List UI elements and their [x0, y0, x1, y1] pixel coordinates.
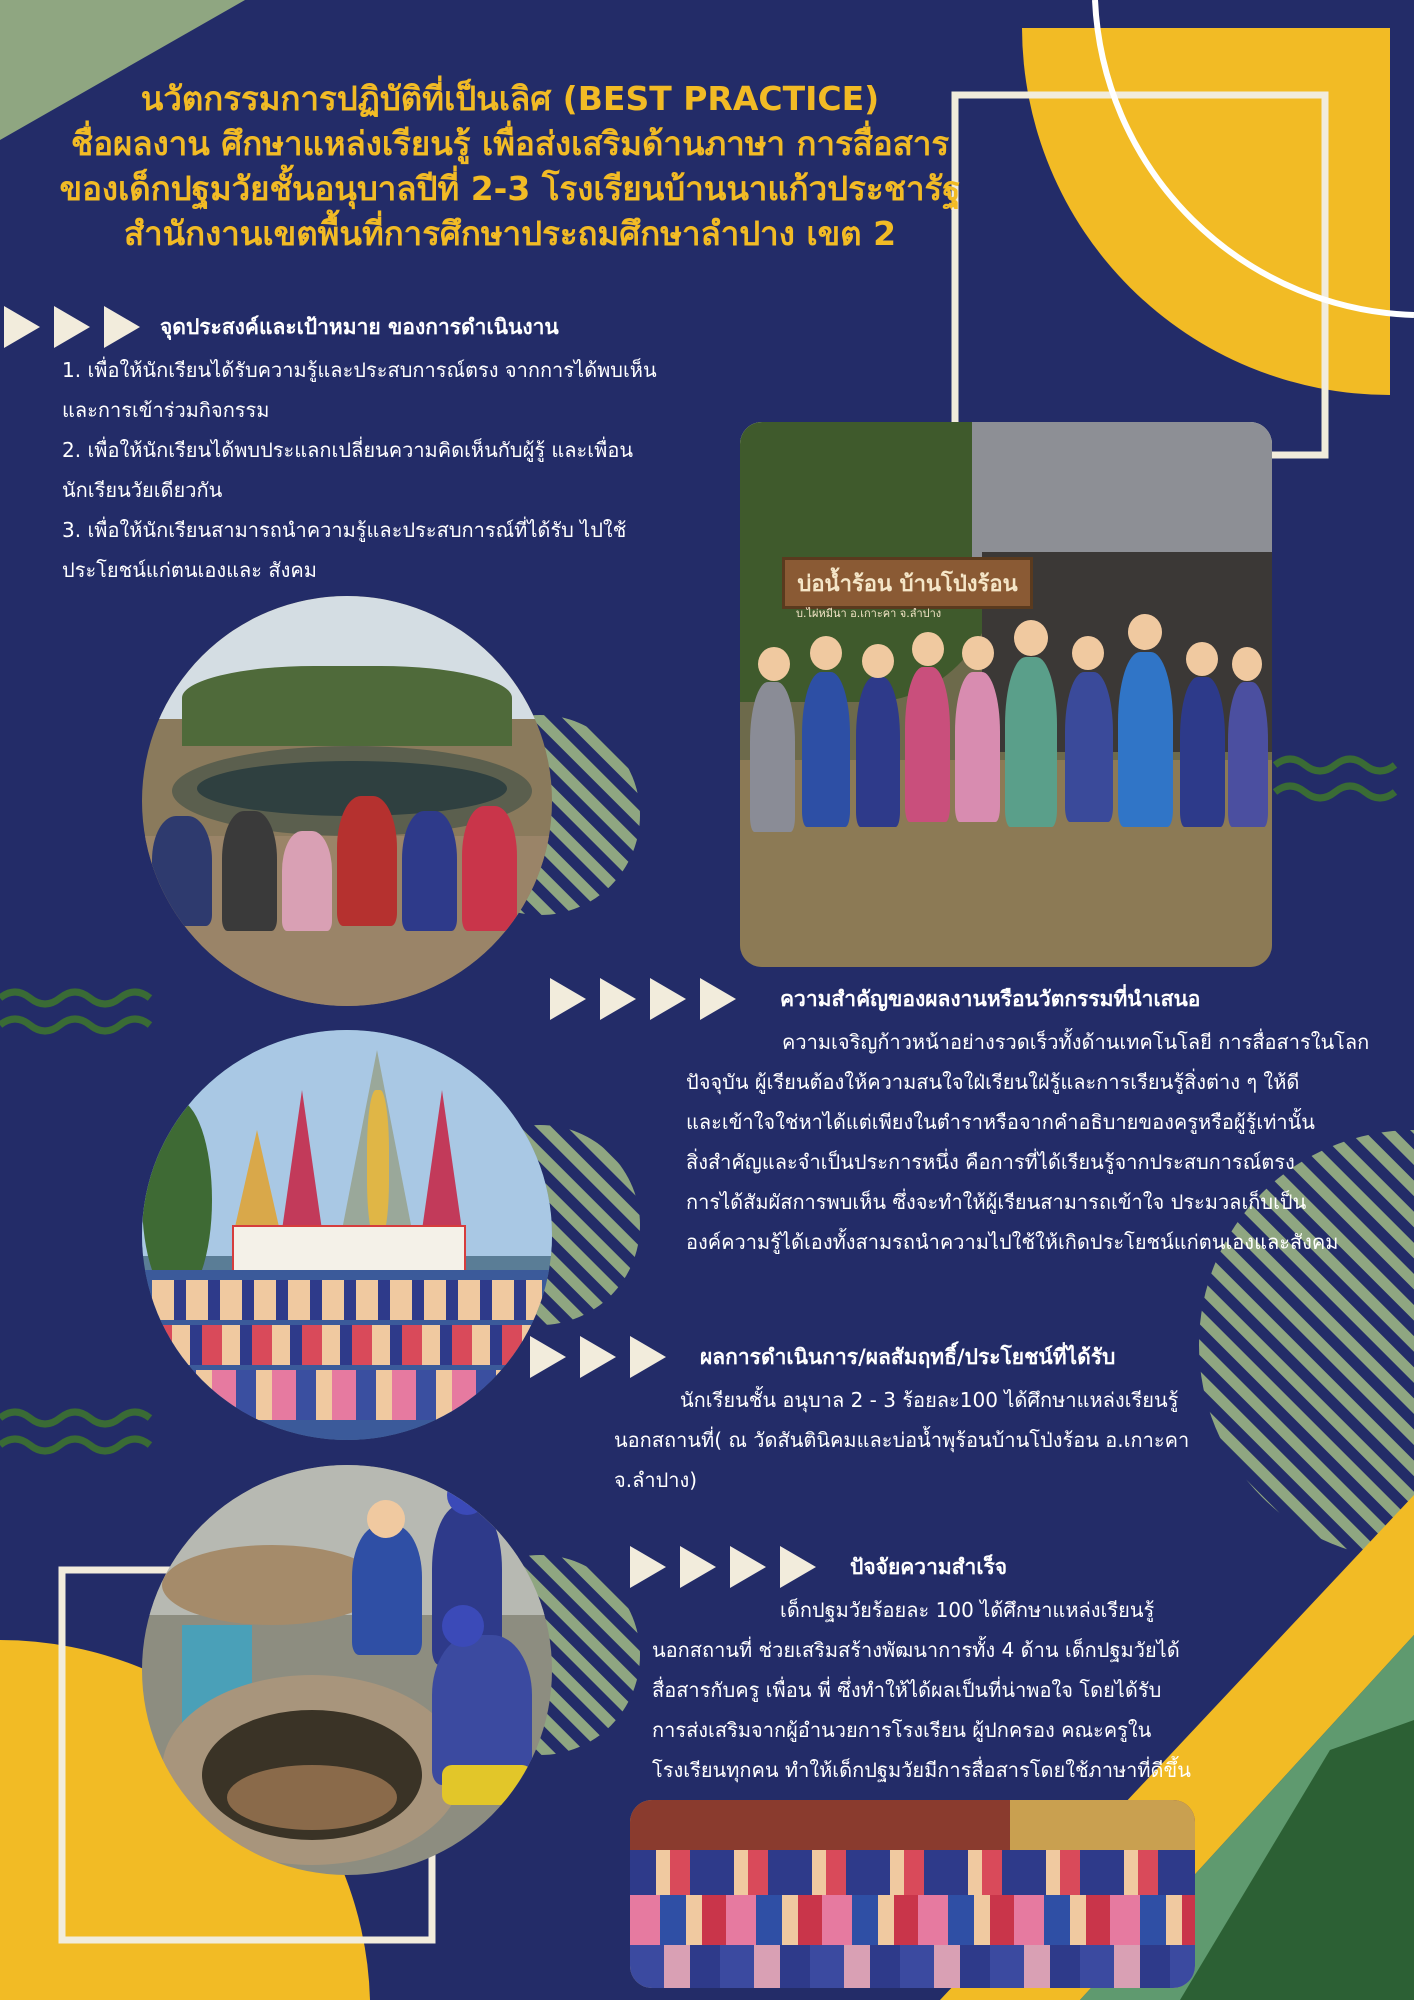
- triangle-bullet-icon: [550, 978, 586, 1020]
- objectives-line: 2. เพื่อให้นักเรียนได้พบประแลกเปลี่ยนความคิดเห็นกับผู้รู้ และเพื่อน: [62, 438, 634, 462]
- importance-line: ปัจจุบัน ผู้เรียนต้องให้ความสนใจใฝ่เรียนใฝ่รู้และการเรียนรู้สิ่งต่าง ๆ ให้ดี: [686, 1070, 1300, 1094]
- results-heading: [530, 1336, 1115, 1378]
- title-line-2: ชื่อผลงาน ศึกษาแหล่งเรียนรู้ เพื่อส่งเสริมด้านภาษา การสื่อสาร: [70, 124, 950, 163]
- objectives-line: 3. เพื่อให้นักเรียนสามารถนำความรู้และประสบการณ์ที่ได้รับ ไปใช้: [62, 518, 627, 542]
- success-line: นอกสถานที่ ช่วยเสริมสร้างพัฒนาการทั้ง 4 ด้าน เด็กปฐมวัยได้: [652, 1638, 1180, 1662]
- importance-line: ความเจริญก้าวหน้าอย่างรวดเร็วทั้งด้านเทคโนโลยี การสื่อสารในโลก: [782, 1030, 1370, 1054]
- importance-line: องค์ความรู้ได้เองทั้งสามรถนำความไปใช้ให้เกิดประโยชน์แก่ตนเองและสังคม: [686, 1230, 1339, 1254]
- objectives-heading-text: จุดประสงค์และเป้าหมาย ของการดำเนินงาน: [160, 314, 559, 339]
- triangle-bullet-icon: [630, 1336, 666, 1378]
- hot-spring-sign-text: บ่อน้ำร้อน บ้านโป่งร้อน: [797, 571, 1018, 597]
- success-line: โรงเรียนทุกคน ทำให้เด็กปฐมวัยมีการสื่อสารโดยใช้ภาษาที่ดีขึ้น: [652, 1758, 1191, 1782]
- objectives-line: 1. เพื่อให้นักเรียนได้รับความรู้และประสบการณ์ตรง จากการได้พบเห็น: [62, 358, 657, 382]
- importance-line: และเข้าใจใช่หาได้แต่เพียงในตำราหรือจากคำอธิบายของครูหรือผู้รู้เท่านั้น: [686, 1110, 1315, 1134]
- success-heading-text: ปัจจัยความสำเร็จ: [850, 1554, 1008, 1579]
- importance-heading-text: ความสำคัญของผลงานหรือนวัตกรรมที่นำเสนอ: [780, 986, 1201, 1011]
- success-line: สื่อสารกับครู เพื่อน พี่ ซึ่งทำให้ได้ผลเป็นที่น่าพอใจ โดยได้รับ: [652, 1678, 1162, 1702]
- photo-hot-spring-group: [740, 422, 1272, 967]
- success-heading: [630, 1546, 1007, 1588]
- objectives-body: [62, 350, 702, 590]
- title-line-4: สำนักงานเขตพื้นที่การศึกษาประถมศึกษาลำปาง เขต 2: [123, 214, 897, 253]
- triangle-bullet-icon: [680, 1546, 716, 1588]
- wave-lines-left-1: [0, 992, 150, 1031]
- objectives-heading: [4, 306, 559, 348]
- triangle-bullet-icon: [600, 978, 636, 1020]
- poster-title: [40, 76, 980, 256]
- importance-line: การได้สัมผัสการพบเห็น ซึ่งจะทำให้ผู้เรียนสามารถเข้าใจ ประมวลเก็บเป็น: [686, 1190, 1307, 1214]
- triangle-bullet-icon: [630, 1546, 666, 1588]
- importance-line: สิ่งสำคัญและจำเป็นประการหนึ่ง คือการที่ได้เรียนรู้จากประสบการณ์ตรง: [686, 1150, 1295, 1174]
- photo-temple-seated-group: [630, 1800, 1195, 1988]
- triangle-bullet-icon: [580, 1336, 616, 1378]
- triangle-bullet-icon: [730, 1546, 766, 1588]
- wave-lines-right: [1275, 759, 1395, 798]
- triangle-bullet-icon: [54, 306, 90, 348]
- photo-well-visit: [142, 1465, 552, 1875]
- results-line: นอกสถานที่( ณ วัดสันตินิคมและบ่อน้ำพุร้อนบ้านโป่งร้อน อ.เกาะคา: [614, 1428, 1190, 1452]
- importance-body: [686, 1022, 1406, 1262]
- importance-heading: [550, 978, 1200, 1020]
- triangle-bullet-icon: [650, 978, 686, 1020]
- triangle-bullet-icon: [700, 978, 736, 1020]
- results-line: จ.ลำปาง): [614, 1468, 698, 1492]
- results-heading-text: ผลการดำเนินการ/ผลสัมฤทธิ์/ประโยชน์ที่ได้รับ: [700, 1344, 1116, 1369]
- hot-spring-sign: [782, 557, 1033, 609]
- objectives-line: และการเข้าร่วมกิจกรรม: [62, 398, 270, 422]
- success-body: [652, 1590, 1292, 1790]
- objectives-line: ประโยชน์แก่ตนเองและ สังคม: [62, 558, 317, 582]
- hot-spring-sign-subtext: บ.ไผ่หมีนา อ.เกาะคา จ.ลำปาง: [796, 607, 942, 620]
- results-body: [614, 1380, 1254, 1500]
- triangle-bullet-icon: [530, 1336, 566, 1378]
- yellow-arc-top-right: [1022, 28, 1390, 395]
- success-line: การส่งเสริมจากผู้อำนวยการโรงเรียน ผู้ปกครอง คณะครูใน: [652, 1718, 1152, 1742]
- photo-temple-group: [142, 1030, 552, 1440]
- objectives-line: นักเรียนวัยเดียวกัน: [62, 478, 223, 502]
- triangle-bullet-icon: [4, 306, 40, 348]
- success-line: เด็กปฐมวัยร้อยละ 100 ได้ศึกษาแหล่งเรียนรู้: [780, 1598, 1155, 1622]
- photo-pond-visit: [142, 596, 552, 1006]
- results-line: นักเรียนชั้น อนุบาล 2 - 3 ร้อยละ100 ได้ศึกษาแหล่งเรียนรู้: [680, 1388, 1179, 1412]
- wave-lines-left-2: [0, 1412, 150, 1451]
- triangle-bullet-icon: [780, 1546, 816, 1588]
- title-line-1: นวัตกรรมการปฏิบัติที่เป็นเลิศ (BEST PRACTICE): [140, 79, 880, 118]
- triangle-bullet-icon: [104, 306, 140, 348]
- title-line-3: ของเด็กปฐมวัยชั้นอนุบาลปีที่ 2-3 โรงเรียนบ้านนาแก้วประชารัฐ: [59, 169, 961, 208]
